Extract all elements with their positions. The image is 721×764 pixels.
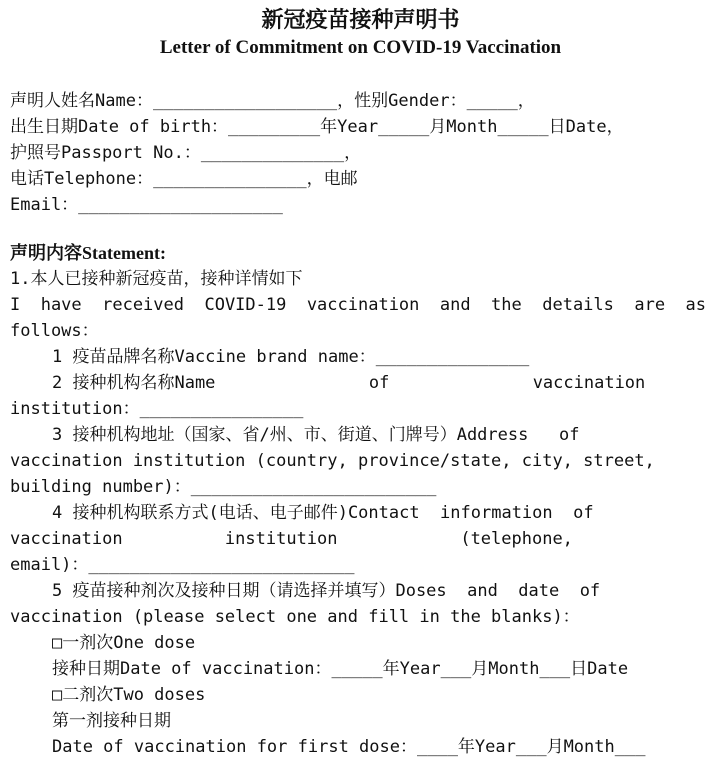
first-dose-date-label: 第一剂接种日期	[52, 711, 171, 731]
institution-contact-cont: vaccination institution (telephone,	[10, 529, 573, 549]
one-dose-date-field: 接种日期Date of vaccination：_____年Year___月Month___日Date	[52, 659, 629, 679]
doses-and-date-field: 5 疫苗接种剂次及接种日期（请选择并填写）Doses and date of	[52, 581, 601, 601]
one-dose-checkbox: □一剂次One dose	[52, 633, 196, 653]
passport-line: 护照号Passport No.：______________，	[10, 143, 362, 163]
item-1-english-cont: follows：	[10, 321, 99, 341]
institution-contact-blank: email)：__________________________	[10, 555, 355, 575]
item-1-english: I have received COVID-19 vaccination and the details are as	[10, 295, 706, 315]
first-dose-date-field: Date of vaccination for first dose：____年Year___月Month___	[52, 737, 646, 757]
item-1-chinese: 1.本人已接种新冠疫苗，接种详情如下	[10, 269, 303, 289]
email-line: Email：____________________	[10, 195, 283, 215]
two-doses-checkbox: □二剂次Two doses	[52, 685, 206, 705]
telephone-line: 电话Telephone：_______________，电邮	[10, 169, 358, 189]
document-title-chinese: 新冠疫苗接种声明书	[261, 7, 460, 33]
institution-address-cont: vaccination institution (country, province/state, city, street,	[10, 451, 655, 471]
birth-date-line: 出生日期Date of birth：_________年Year_____月Month_____日Date，	[10, 117, 624, 137]
institution-address-blank: building number)：________________________	[10, 477, 437, 497]
doses-and-date-cont: vaccination (please select one and fill in the blanks)：	[10, 607, 580, 627]
document-title-english: Letter of Commitment on COVID-19 Vaccination	[159, 37, 562, 58]
institution-name-field: 2 接种机构名称Name of vaccination	[52, 373, 646, 393]
statement-heading: 声明内容Statement:	[10, 243, 166, 263]
institution-name-blank: institution：________________	[10, 399, 304, 419]
name-gender-line: 声明人姓名Name：__________________，性别Gender：_____，	[10, 91, 535, 111]
institution-contact-field: 4 接种机构联系方式(电话、电子邮件)Contact information of	[52, 503, 594, 523]
vaccine-brand-field: 1 疫苗品牌名称Vaccine brand name：_______________	[52, 347, 530, 367]
institution-address-field: 3 接种机构地址（国家、省/州、市、街道、门牌号）Address of	[52, 425, 580, 445]
